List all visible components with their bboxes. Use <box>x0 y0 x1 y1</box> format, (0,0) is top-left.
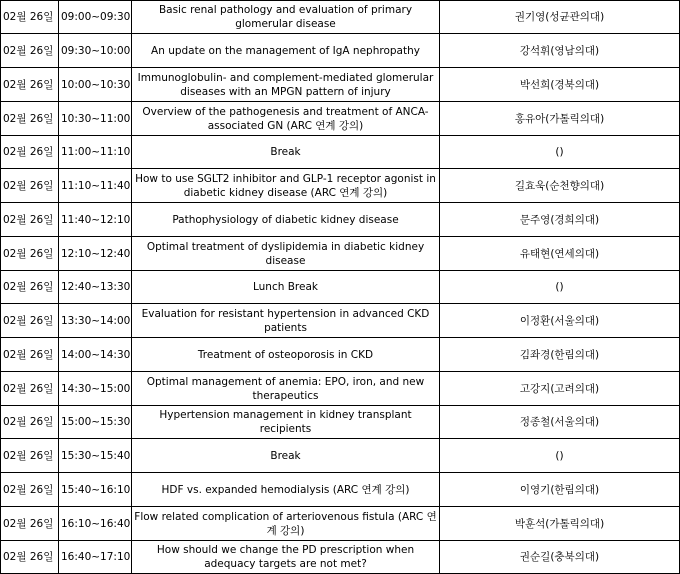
session-date: 02월 26일 <box>1 237 59 271</box>
session-time: 10:30~11:00 <box>59 102 132 136</box>
session-title: Immunoglobulin- and complement-mediated glomerular diseases with an MPGN pattern of injury <box>132 68 440 102</box>
table-row <box>1 541 680 574</box>
session-date: 02월 26일 <box>1 1 59 34</box>
table-row <box>1 102 680 136</box>
session-title: Flow related complication of arteriovenous fistula (ARC 연계 강의) <box>132 507 440 541</box>
session-date: 02월 26일 <box>1 68 59 102</box>
session-title: An update on the management of IgA nephropathy <box>132 34 440 68</box>
table-row <box>1 338 680 372</box>
table-row <box>1 203 680 237</box>
table-row <box>1 169 680 203</box>
session-speaker: 이정환(서울의대) <box>440 304 680 338</box>
session-date: 02월 26일 <box>1 507 59 541</box>
session-time: 14:00~14:30 <box>59 338 132 372</box>
session-title: Overview of the pathogenesis and treatment of ANCA-associated GN (ARC 연계 강의) <box>132 102 440 136</box>
session-speaker: 박훈석(가톨릭의대) <box>440 507 680 541</box>
session-speaker: () <box>440 136 680 169</box>
session-time: 14:30~15:00 <box>59 372 132 406</box>
session-title: How should we change the PD prescription when adequacy targets are not met? <box>132 541 440 574</box>
session-title: How to use SGLT2 inhibitor and GLP-1 receptor agonist in diabetic kidney disease (ARC 연계 강의) <box>132 169 440 203</box>
session-date: 02월 26일 <box>1 271 59 304</box>
session-speaker: 유태현(연세의대) <box>440 237 680 271</box>
session-title: Treatment of osteoporosis in CKD <box>132 338 440 372</box>
session-title: Basic renal pathology and evaluation of primary glomerular disease <box>132 1 440 34</box>
table-row <box>1 507 680 541</box>
table-row <box>1 1 680 34</box>
table-row <box>1 68 680 102</box>
session-title: Optimal management of anemia: EPO, iron, and new therapeutics <box>132 372 440 406</box>
session-speaker: () <box>440 271 680 304</box>
session-speaker: 홍유아(가톨릭의대) <box>440 102 680 136</box>
session-speaker: 권기영(성균관의대) <box>440 1 680 34</box>
session-speaker: 정종철(서울의대) <box>440 406 680 439</box>
session-time: 09:30~10:00 <box>59 34 132 68</box>
session-time: 10:00~10:30 <box>59 68 132 102</box>
session-date: 02월 26일 <box>1 203 59 237</box>
table-row <box>1 136 680 169</box>
session-date: 02월 26일 <box>1 304 59 338</box>
session-title: Optimal treatment of dyslipidemia in diabetic kidney disease <box>132 237 440 271</box>
session-date: 02월 26일 <box>1 34 59 68</box>
session-speaker: 김좌경(한림의대) <box>440 338 680 372</box>
session-time: 15:40~16:10 <box>59 473 132 507</box>
session-speaker: 이영기(한림의대) <box>440 473 680 507</box>
session-speaker: () <box>440 439 680 473</box>
table-row <box>1 237 680 271</box>
session-date: 02월 26일 <box>1 372 59 406</box>
table-row <box>1 304 680 338</box>
schedule-body <box>1 1 680 574</box>
session-title: HDF vs. expanded hemodialysis (ARC 연계 강의) <box>132 473 440 507</box>
session-date: 02월 26일 <box>1 136 59 169</box>
session-title: Pathophysiology of diabetic kidney disease <box>132 203 440 237</box>
table-row <box>1 372 680 406</box>
session-speaker: 고강지(고려의대) <box>440 372 680 406</box>
session-date: 02월 26일 <box>1 541 59 574</box>
table-row <box>1 34 680 68</box>
session-time: 15:30~15:40 <box>59 439 132 473</box>
session-time: 11:40~12:10 <box>59 203 132 237</box>
session-title: Break <box>132 439 440 473</box>
session-title: Hypertension management in kidney transplant recipients <box>132 406 440 439</box>
session-speaker: 박선희(경북의대) <box>440 68 680 102</box>
table-row <box>1 271 680 304</box>
session-time: 15:00~15:30 <box>59 406 132 439</box>
session-time: 09:00~09:30 <box>59 1 132 34</box>
session-time: 12:40~13:30 <box>59 271 132 304</box>
session-time: 12:10~12:40 <box>59 237 132 271</box>
session-date: 02월 26일 <box>1 169 59 203</box>
session-speaker: 문주영(경희의대) <box>440 203 680 237</box>
table-row <box>1 439 680 473</box>
session-speaker: 권순길(충북의대) <box>440 541 680 574</box>
session-title: Lunch Break <box>132 271 440 304</box>
session-date: 02월 26일 <box>1 439 59 473</box>
session-speaker: 강석휘(영남의대) <box>440 34 680 68</box>
table-row <box>1 406 680 439</box>
session-date: 02월 26일 <box>1 473 59 507</box>
session-title: Break <box>132 136 440 169</box>
table-row <box>1 473 680 507</box>
session-date: 02월 26일 <box>1 102 59 136</box>
session-time: 11:10~11:40 <box>59 169 132 203</box>
session-title: Evaluation for resistant hypertension in advanced CKD patients <box>132 304 440 338</box>
session-time: 16:40~17:10 <box>59 541 132 574</box>
session-time: 11:00~11:10 <box>59 136 132 169</box>
session-date: 02월 26일 <box>1 406 59 439</box>
session-time: 16:10~16:40 <box>59 507 132 541</box>
session-speaker: 길효욱(순천향의대) <box>440 169 680 203</box>
session-time: 13:30~14:00 <box>59 304 132 338</box>
session-date: 02월 26일 <box>1 338 59 372</box>
